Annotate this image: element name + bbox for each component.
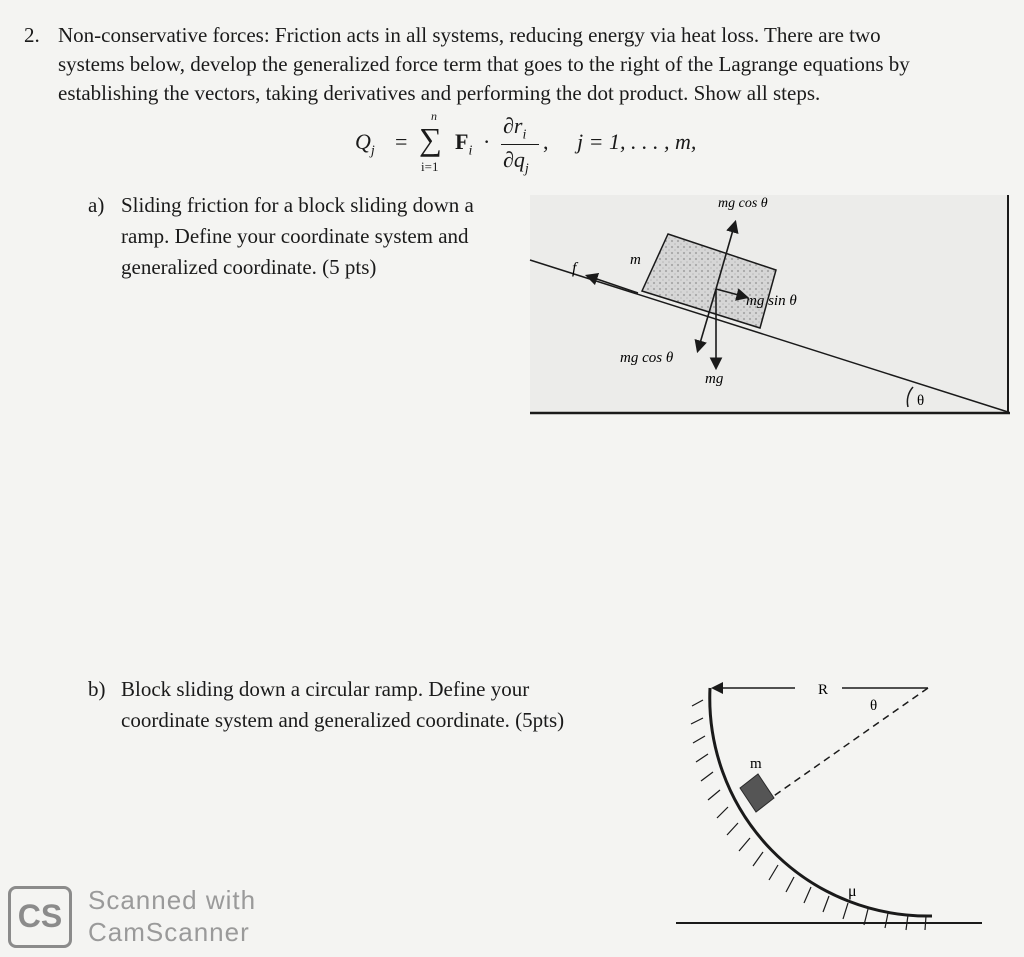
circular-ramp-surface [710, 688, 932, 916]
formula-range: j = 1, . . . , m, [577, 129, 697, 154]
formula-force: $F_i$ [455, 129, 473, 159]
part-b-line-2: coordinate system and generalized coordinate. (5pts) [121, 708, 565, 732]
gravity-label: mg [705, 371, 724, 387]
angle-theta-label: θ [870, 698, 878, 714]
gravity-parallel-label: mg sin θ [746, 293, 797, 309]
formula-equals: = [395, 129, 408, 154]
gravity-perpendicular-label: mg cos θ [620, 350, 674, 366]
question-line-2: systems below, develop the generalized force term that goes to the right of the Lagrange equations by [58, 52, 910, 76]
block-mass-label: m [630, 252, 641, 268]
camscanner-watermark [88, 884, 256, 948]
circular-ramp-block [740, 774, 774, 812]
watermark-line-2: CamScanner [88, 917, 250, 947]
formula-lhs: $Q_j$ [355, 129, 375, 159]
friction-label: f [572, 260, 577, 277]
question-line-3: establishing the vectors, taking derivatives and performing the dot product. Show all steps. [58, 81, 821, 105]
ramp-diagram [520, 185, 1015, 420]
watermark-line-1: Scanned with [88, 885, 257, 915]
question-number: 2. [24, 23, 40, 47]
fraction-bar [501, 144, 539, 145]
part-a-line-3: generalized coordinate. (5 pts) [121, 255, 377, 279]
sum-lower-limit: i=1 [421, 159, 439, 174]
circular-ramp-diagram [670, 670, 990, 940]
ramp-hatching [691, 700, 926, 930]
sum-upper-limit: n [431, 109, 437, 123]
part-a-line-2: ramp. Define your coordinate system and [121, 224, 469, 248]
part-b-line-1: Block sliding down a circular ramp. Define your [121, 677, 530, 701]
formula-dot: · [483, 129, 491, 154]
part-b-label: b) [88, 677, 106, 701]
formula-denominator: $\partial q_j$ [503, 147, 529, 177]
part-a-line-1: Sliding friction for a block sliding down a [121, 193, 474, 217]
radial-dashed-line [768, 688, 928, 800]
formula-comma: , [543, 129, 549, 154]
radius-label: R [818, 682, 829, 698]
angle-label: θ [917, 393, 925, 409]
part-a-label: a) [88, 193, 105, 217]
circular-block-mass-label: m [750, 756, 762, 772]
generalized-force-formula [355, 109, 775, 177]
camscanner-logo-icon: CS [8, 886, 72, 948]
question-line-1: Non-conservative forces: Friction acts in all systems, reducing energy via heat loss. There are two [58, 23, 881, 47]
friction-coefficient-label: μ [848, 883, 857, 900]
sum-symbol-icon: ∑ [419, 121, 442, 157]
formula-numerator: $\partial r_i$ [503, 113, 527, 143]
normal-force-label: mg cos θ [718, 196, 768, 211]
